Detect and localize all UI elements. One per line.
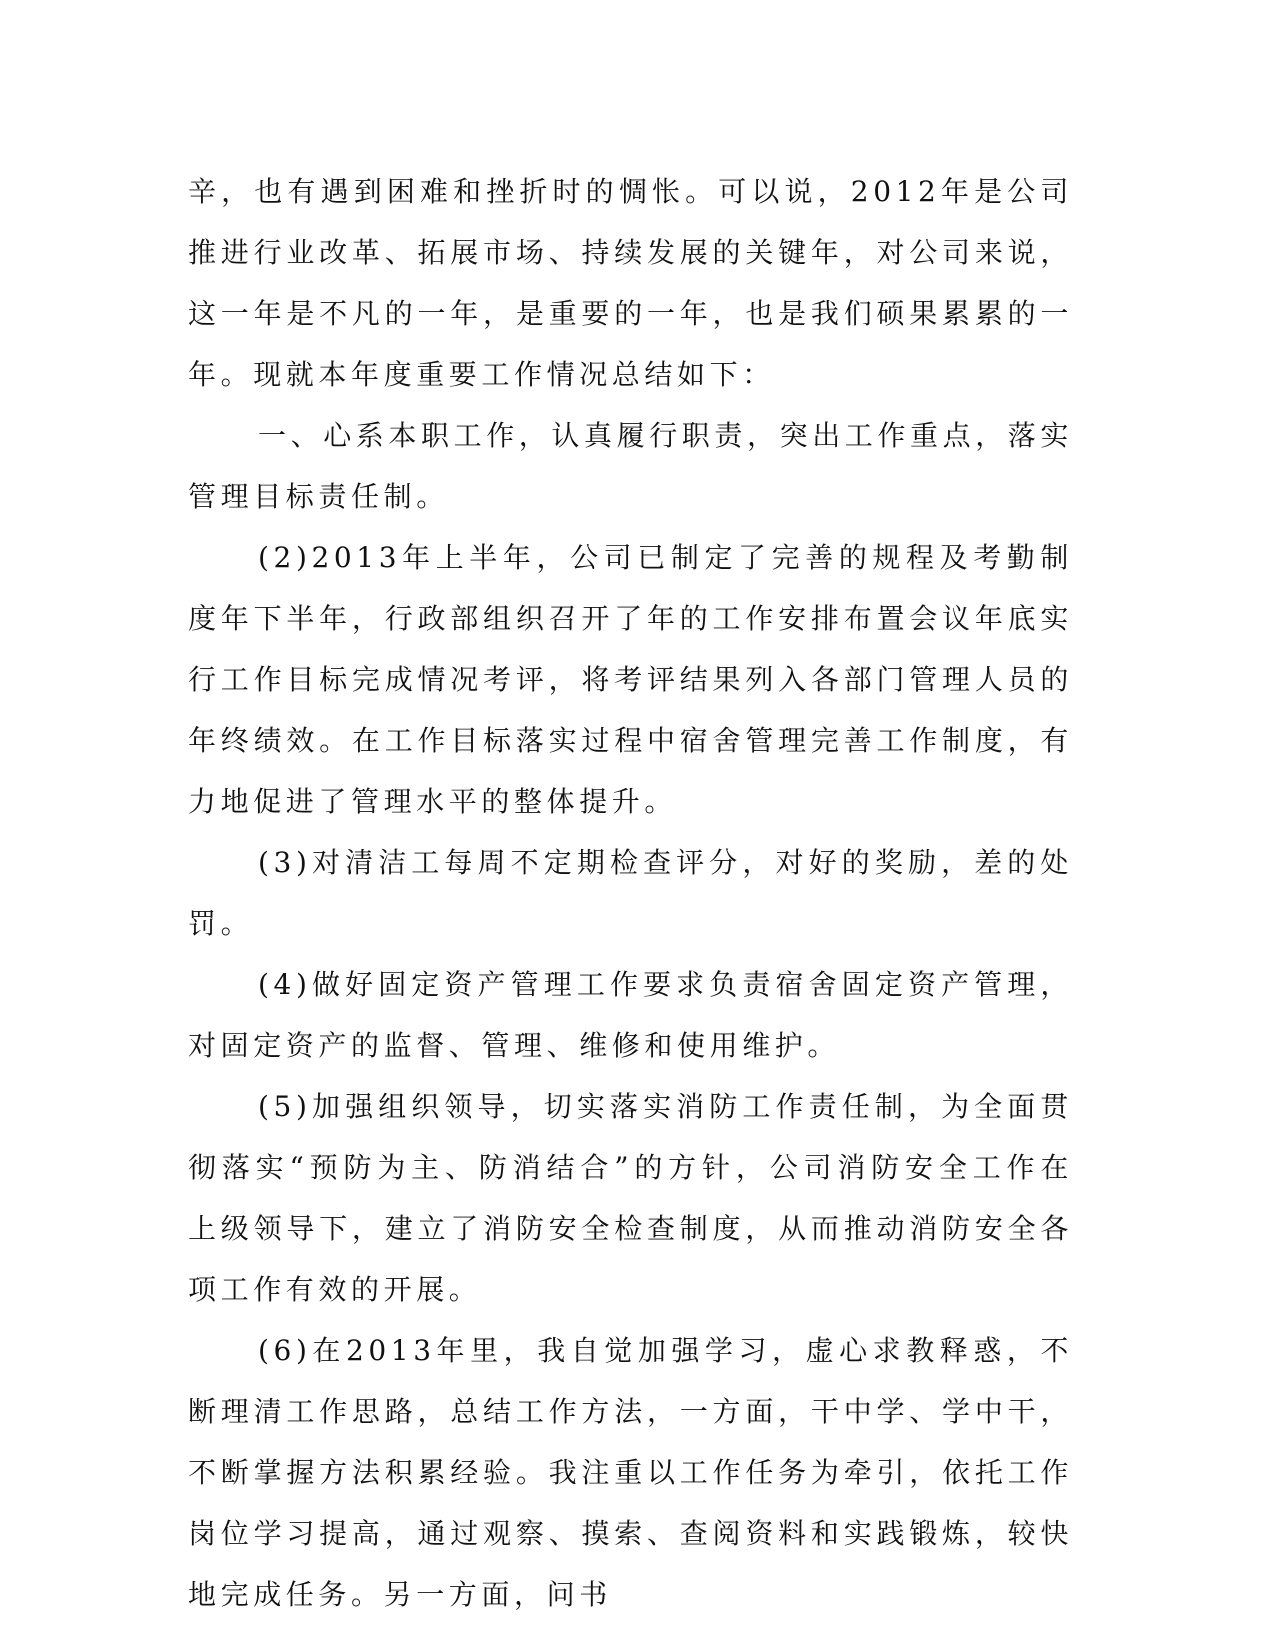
paragraph-item-3: (3)对清洁工每周不定期检查评分，对好的奖励，差的处罚。: [188, 846, 1073, 940]
paragraph-item-4: (4)做好固定资产管理工作要求负责宿舍固定资产管理，对固定资产的监督、管理、维修和使用维护。: [188, 968, 1073, 1062]
paragraph-continued-intro: 辛，也有遇到困难和挫折时的惆怅。可以说，2012年是公司推进行业改革、拓展市场、持续发展的关键年，对公司来说，这一年是不凡的一年，是重要的一年，也是我们硕果累累的一年。现就本年度重要工作情况总结如下：: [188, 175, 1073, 391]
paragraph-item-2: (2)2013年上半年，公司已制定了完善的规程及考勤制度年下半年，行政部组织召开了年的工作安排布置会议年底实行工作目标完成情况考评，将考评结果列入各部门管理人员的年终绩效。在工作目标落实过程中宿舍管理完善工作制度，有力地促进了管理水平的整体提升。: [188, 541, 1073, 818]
paragraph-item-6: (6)在2013年里，我自觉加强学习，虚心求教释惑，不断理清工作思路，总结工作方法，一方面，干中学、学中干，不断掌握方法积累经验。我注重以工作任务为牵引，依托工作岗位学习提高，通过观察、摸索、查阅资料和实践锻炼，较快地完成任务。另一方面，问书: [188, 1334, 1073, 1611]
paragraph-section-one-heading: 一、心系本职工作，认真履行职责，突出工作重点，落实管理目标责任制。: [188, 419, 1074, 513]
document-body: [188, 161, 1073, 1625]
paragraph-item-5: (5)加强组织领导，切实落实消防工作责任制，为全面贯彻落实“预防为主、防消结合”的方针，公司消防安全工作在上级领导下，建立了消防安全检查制度，从而推动消防安全各项工作有效的开展。: [188, 1090, 1073, 1306]
